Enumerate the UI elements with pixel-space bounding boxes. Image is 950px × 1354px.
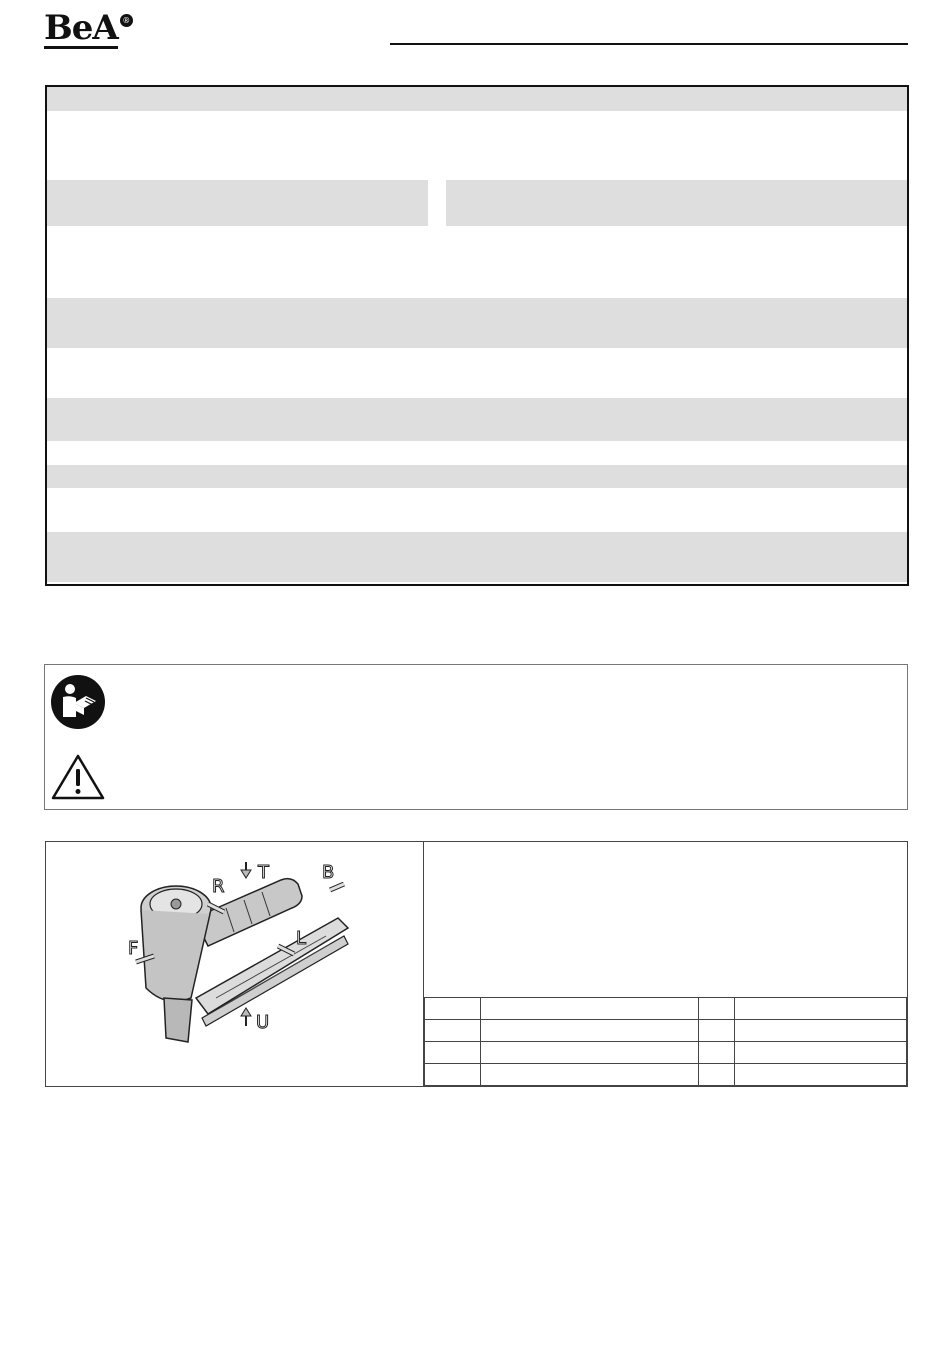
table-cell <box>699 1064 735 1086</box>
spec-band <box>47 87 907 111</box>
table-row <box>425 1064 907 1086</box>
spec-band-right <box>446 180 907 226</box>
spec-band <box>47 398 907 441</box>
spec-band <box>47 465 907 488</box>
table-cell <box>425 998 481 1020</box>
dir-label-f: F <box>128 938 139 959</box>
spec-band <box>47 298 907 348</box>
table-cell <box>425 1042 481 1064</box>
table-cell <box>425 1064 481 1086</box>
brand-name: BeA <box>44 8 118 48</box>
table-cell <box>735 1020 907 1042</box>
nailer-illustration <box>116 848 366 1080</box>
warning-icon <box>50 753 106 801</box>
spec-band-left <box>47 180 428 226</box>
table-cell <box>699 1020 735 1042</box>
direction-table <box>424 997 907 1086</box>
dir-label-r: R <box>212 876 225 897</box>
table-cell <box>735 1064 907 1086</box>
table-row <box>425 998 907 1020</box>
table-cell <box>735 1042 907 1064</box>
table-cell <box>735 998 907 1020</box>
dir-label-l: L <box>296 928 307 949</box>
table-cell <box>699 1042 735 1064</box>
read-manual-icon <box>50 674 106 730</box>
dir-label-t: T <box>258 862 269 883</box>
specification-table <box>45 85 909 586</box>
dir-label-u: U <box>256 1012 270 1033</box>
header-rule <box>390 43 908 45</box>
table-cell <box>481 998 699 1020</box>
table-cell <box>481 1020 699 1042</box>
table-cell <box>481 1042 699 1064</box>
registered-mark: ® <box>120 14 133 27</box>
table-row <box>425 1042 907 1064</box>
table-cell <box>699 998 735 1020</box>
dir-label-b: B <box>322 862 335 883</box>
tool-figure-box <box>45 841 908 1087</box>
table-row <box>425 1020 907 1042</box>
table-cell <box>425 1020 481 1042</box>
safety-info-box <box>44 664 908 810</box>
brand-logo <box>44 10 133 50</box>
spec-band <box>47 532 907 582</box>
table-cell <box>481 1064 699 1086</box>
